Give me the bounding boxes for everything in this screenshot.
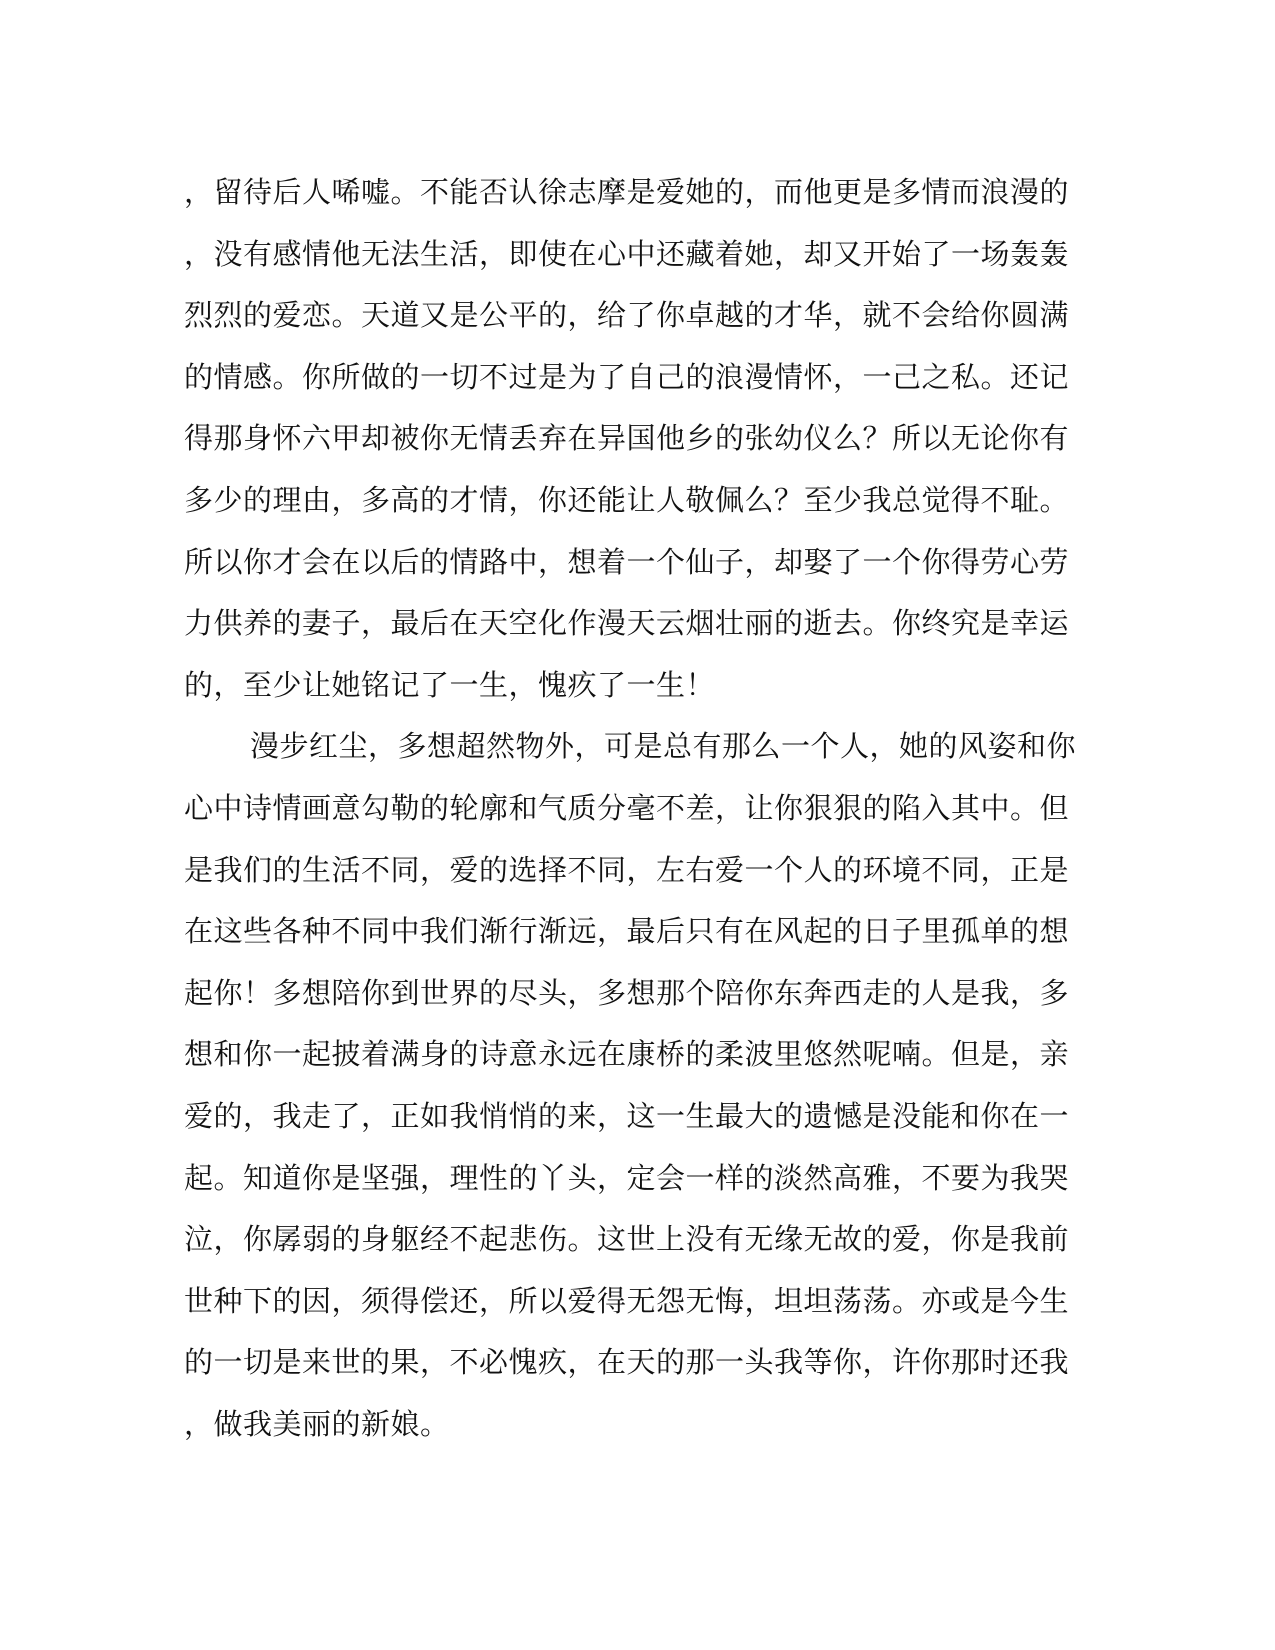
text-line: ，做我美丽的新娘。 (184, 1406, 450, 1441)
text-line: 的情感。你所做的一切不过是为了自己的浪漫情怀，一己之私。还记 (184, 359, 1070, 394)
text-line: 烈烈的爱恋。天道又是公平的，给了你卓越的才华，就不会给你圆满 (184, 298, 1070, 333)
text-line: 的，至少让她铭记了一生，愧疚了一生！ (184, 667, 716, 702)
text-line: 得那身怀六甲却被你无情丢弃在异国他乡的张幼仪么？所以无论你有 (184, 421, 1070, 456)
text-line: 在这些各种不同中我们渐行渐远，最后只有在风起的日子里孤单的想 (184, 914, 1070, 949)
text-line: 起你！多想陪你到世界的尽头，多想那个陪你东奔西走的人是我，多 (184, 975, 1070, 1010)
paragraph-1 (184, 162, 1070, 716)
text-line: 漫步红尘，多想超然物外，可是总有那么一个人，她的风姿和你 (250, 729, 1077, 764)
text-line: 力供养的妻子，最后在天空化作漫天云烟壮丽的逝去。你终究是幸运 (184, 606, 1070, 641)
text-line: 的一切是来世的果，不必愧疚，在天的那一头我等你，许你那时还我 (184, 1345, 1070, 1380)
text-line: 泣，你孱弱的身躯经不起悲伤。这世上没有无缘无故的爱，你是我前 (184, 1222, 1070, 1257)
text-line: 是我们的生活不同，爱的选择不同，左右爱一个人的环境不同，正是 (184, 852, 1070, 887)
text-line: 爱的，我走了，正如我悄悄的来，这一生最大的遗憾是没能和你在一 (184, 1098, 1070, 1133)
text-line: 世种下的因，须得偿还，所以爱得无怨无悔，坦坦荡荡。亦或是今生 (184, 1283, 1070, 1318)
text-line: 心中诗情画意勾勒的轮廓和气质分毫不差，让你狠狠的陷入其中。但 (184, 790, 1070, 825)
text-line: 起。知道你是坚强，理性的丫头，定会一样的淡然高雅，不要为我哭 (184, 1160, 1070, 1195)
text-line: ，留待后人唏嘘。不能否认徐志摩是爱她的，而他更是多情而浪漫的 (184, 175, 1070, 209)
body-text (184, 162, 1077, 1455)
text-line: 多少的理由，多高的才情，你还能让人敬佩么？至少我总觉得不耻。 (184, 482, 1070, 517)
paragraph-2 (184, 716, 1077, 1455)
text-line: 想和你一起披着满身的诗意永远在康桥的柔波里悠然呢喃。但是，亲 (184, 1037, 1070, 1072)
text-line: ，没有感情他无法生活，即使在心中还藏着她，却又开始了一场轰轰 (184, 236, 1070, 271)
text-line: 所以你才会在以后的情路中，想着一个仙子，却娶了一个你得劳心劳 (184, 544, 1070, 579)
